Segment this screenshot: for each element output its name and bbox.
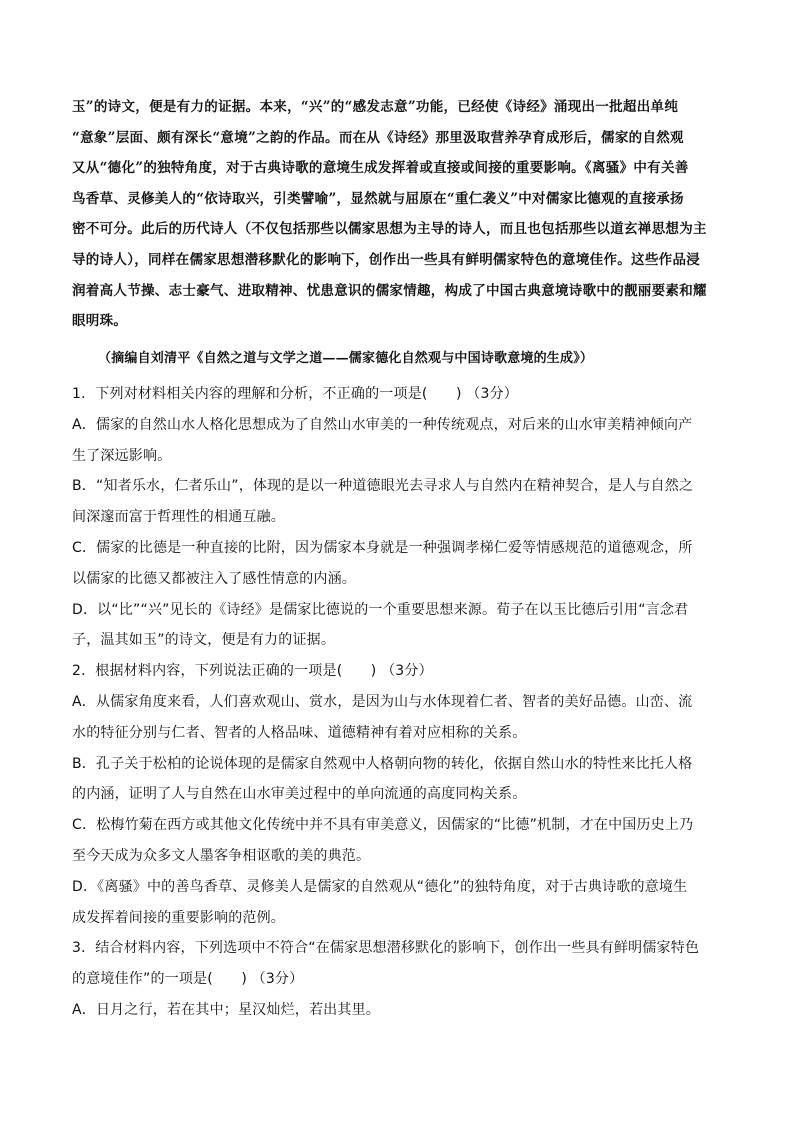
passage-paragraph: [72, 92, 720, 337]
question-2-option-a: A．从儒家角度来看，人们喜欢观山、赏水，是因为山与水体现着仁者、智者的美好品德。山峦、流: [72, 693, 693, 710]
question-1-option-c-cont: 以儒家的比德又都被注入了感性情意的内涵。: [72, 570, 356, 587]
source-citation: （摘编自刘清平《自然之道与文学之道——儒家德化自然观与中国诗歌意境的生成》）: [98, 351, 594, 366]
question-2-option-b-cont: 的内涵，证明了人与自然在山水审美过程中的单向流通的高度同构关系。: [72, 786, 527, 803]
question-2-option-d-cont: 成发挥着间接的重要影响的范例。: [72, 909, 285, 926]
question-2-option-b: B．孔子关于松柏的论说体现的是儒家自然观中人格朝向物的转化，依据自然山水的特性来比托人格: [72, 755, 693, 772]
question-2-option-c: C．松梅竹菊在西方或其他文化传统中并不具有审美意义，因儒家的“比德”机制，才在中国历史上乃: [72, 817, 694, 834]
question-3-option-a: A．日月之行，若在其中；星汉灿烂，若出其里。: [72, 1001, 380, 1018]
question-2-stem: 2．根据材料内容，下列说法正确的一项是( ) （3分）: [72, 663, 433, 680]
question-3-stem: 3．结合材料内容，下列选项中不符合“在儒家思想潜移默化的影响下，创作出一些具有鲜明儒家特色: [72, 940, 700, 957]
passage-line: 鸟香草、灵修美人的“依诗取兴，引类譬喻”，显然就与屈原在“重仁袭义”中对儒家比德观的直接承扬: [72, 190, 684, 207]
question-1-option-b: B．“知者乐水，仁者乐山”，体现的是以一种道德眼光去寻求人与自然内在精神契合，是人与自然之: [72, 478, 694, 495]
question-1-stem: 1．下列对材料相关内容的理解和分析，不正确的一项是( ) （3分）: [72, 386, 518, 402]
question-1-option-d-cont: 子，温其如玉”的诗文，便是有力的证据。: [72, 632, 336, 649]
passage-line: 润着高人节操、志士豪气、进取精神、忧患意识的儒家情趣，构成了中国古典意境诗歌中的靓丽要素和耀: [72, 282, 707, 299]
question-3-stem-cont: 的意境佳作”的一项是( ) （3分）: [72, 971, 304, 988]
question-1-option-b-cont: 间深邃而富于哲理性的相通互融。: [72, 509, 285, 526]
question-2-option-a-cont: 水的特征分别与仁者、智者的人格品味、道德精神有着对应相称的关系。: [72, 724, 527, 741]
passage-line: 眼明珠。: [72, 313, 128, 330]
passage-line: 导的诗人），同样在儒家思想潜移默化的影响下，创作出一些具有鲜明儒家特色的意境佳作。这些作品浸: [72, 251, 701, 268]
passage-line: “意象”层面、颇有深长“意境”之韵的作品。而在从《诗经》那里汲取营养孕育成形后，儒家的自然观: [72, 129, 684, 146]
question-2-option-c-cont: 至今天成为众多文人墨客争相讴歌的美的典范。: [72, 847, 371, 864]
passage-line: 又从“德化”的独特角度，对于古典诗歌的意境生成发挥着或直接或间接的重要影响。《离骚》中有关善: [72, 160, 689, 177]
question-1-option-a-cont: 生了深远影响。: [72, 447, 172, 464]
question-1-option-d: D．以“比”“兴”见长的《诗经》是儒家比德说的一个重要思想来源。荀子在以玉比德后引用“言念君: [72, 601, 689, 618]
question-2-option-d: D．《离骚》中的善鸟香草、灵修美人是儒家的自然观从“德化”的独特角度，对于古典诗歌的意境生: [72, 878, 688, 895]
question-1-option-c: C．儒家的比德是一种直接的比附，因为儒家本身就是一种强调孝梯仁爱等情感规范的道德观念，所: [72, 539, 693, 556]
question-section: [72, 379, 722, 1026]
passage-line: 玉”的诗文，便是有力的证据。本来，“兴”的“感发志意”功能，已经使《诗经》涌现出一批超出单纯: [72, 99, 679, 115]
passage-line: 密不可分。此后的历代诗人（不仅包括那些以儒家思想为主导的诗人，而且也包括那些以道玄禅思想为主: [72, 221, 707, 238]
question-1-option-a: A．儒家的自然山水人格化思想成为了自然山水审美的一种传统观点，对后来的山水审美精神倾向产: [72, 416, 693, 433]
